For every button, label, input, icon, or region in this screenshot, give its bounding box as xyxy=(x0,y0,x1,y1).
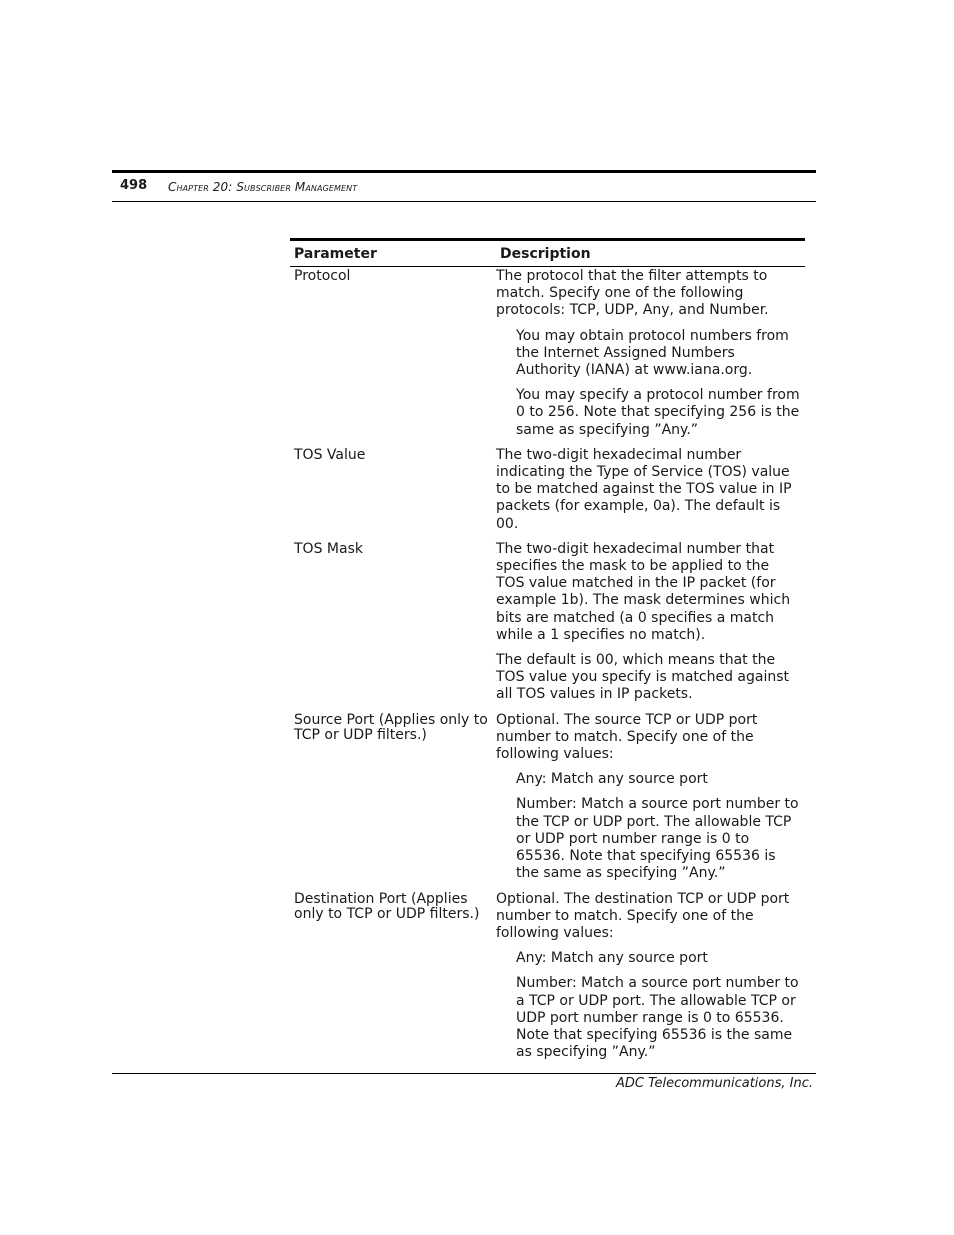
page-number: 498 xyxy=(120,178,148,193)
param-cell: TOS Value xyxy=(294,446,366,463)
description-paragraph: Optional. The source TCP or UDP port number to match. Specify one of the following values: xyxy=(496,711,758,763)
table-rule-header xyxy=(290,266,805,267)
table-row-tos-value xyxy=(290,447,805,541)
parameter-table xyxy=(290,238,805,1069)
description-paragraph: The two-digit hexadecimal number indicating the Type of Service (TOS) value to be matched against the TOS value in IP packets (for example, 0a). The default is 00. xyxy=(496,446,792,532)
header-rule-bottom xyxy=(112,201,816,202)
description-cell xyxy=(496,541,805,712)
table-row-protocol xyxy=(290,268,805,447)
description-paragraph: The default is 00, which means that the TOS value you specify is matched against all TOS values in IP packets. xyxy=(496,652,790,703)
description-paragraph: Optional. The destination TCP or UDP port number to match. Specify one of the following values: xyxy=(496,890,790,941)
param-cell: Destination Port (Applies only to TCP or UDP filters.) xyxy=(294,890,480,922)
table-row-tos-mask xyxy=(290,541,805,712)
description-cell xyxy=(496,447,805,541)
description-note: Any: Match any source port xyxy=(516,771,708,788)
header-rule-top xyxy=(112,170,816,173)
description-paragraph: The protocol that the filter attempts to match. Specify one of the following protocols: TCP, UDP, Any, and Number. xyxy=(496,268,769,319)
footer-company: ADC Telecommunications, Inc. xyxy=(616,1076,813,1091)
description-note: You may specify a protocol number from 0 to 256. Note that specifying 256 is the same as specifying ”Any.” xyxy=(516,387,800,438)
param-cell: TOS Mask xyxy=(294,540,363,557)
chapter-title: Chapter 20: Subscriber Management xyxy=(168,180,358,194)
footer-rule xyxy=(112,1073,816,1074)
description-cell xyxy=(496,712,805,891)
description-note: Number: Match a source port number to the TCP or UDP port. The allowable TCP or UDP port number range is 0 to 65536. Note that specifying 65536 is the same as specifying ”Any.” xyxy=(516,796,799,882)
column-header-description: Description xyxy=(500,245,591,262)
description-paragraph: The two-digit hexadecimal number that specifies the mask to be applied to the TOS value matched in the IP packet (for example 1b). The mask determines which bits are matched (a 0 specifies a match while a 1 specifies no match). xyxy=(496,540,791,643)
table-header-row xyxy=(290,241,805,266)
table-row-destination-port xyxy=(290,891,805,1070)
description-note: Any: Match any source port xyxy=(516,950,708,967)
description-cell xyxy=(496,891,805,1070)
param-cell: Protocol xyxy=(294,268,351,284)
description-note: You may obtain protocol numbers from the Internet Assigned Numbers Authority (IANA) at www.iana.org. xyxy=(516,327,789,379)
param-cell: Source Port (Applies only to TCP or UDP filters.) xyxy=(294,711,488,743)
description-note: Number: Match a source port number to a TCP or UDP port. The allowable TCP or UDP port number range is 0 to 65536. Note that specifying 65536 is the same as specifying ”Any.” xyxy=(516,975,799,1061)
table-row-source-port xyxy=(290,712,805,891)
description-cell xyxy=(496,268,805,447)
column-header-parameter: Parameter xyxy=(294,245,377,262)
